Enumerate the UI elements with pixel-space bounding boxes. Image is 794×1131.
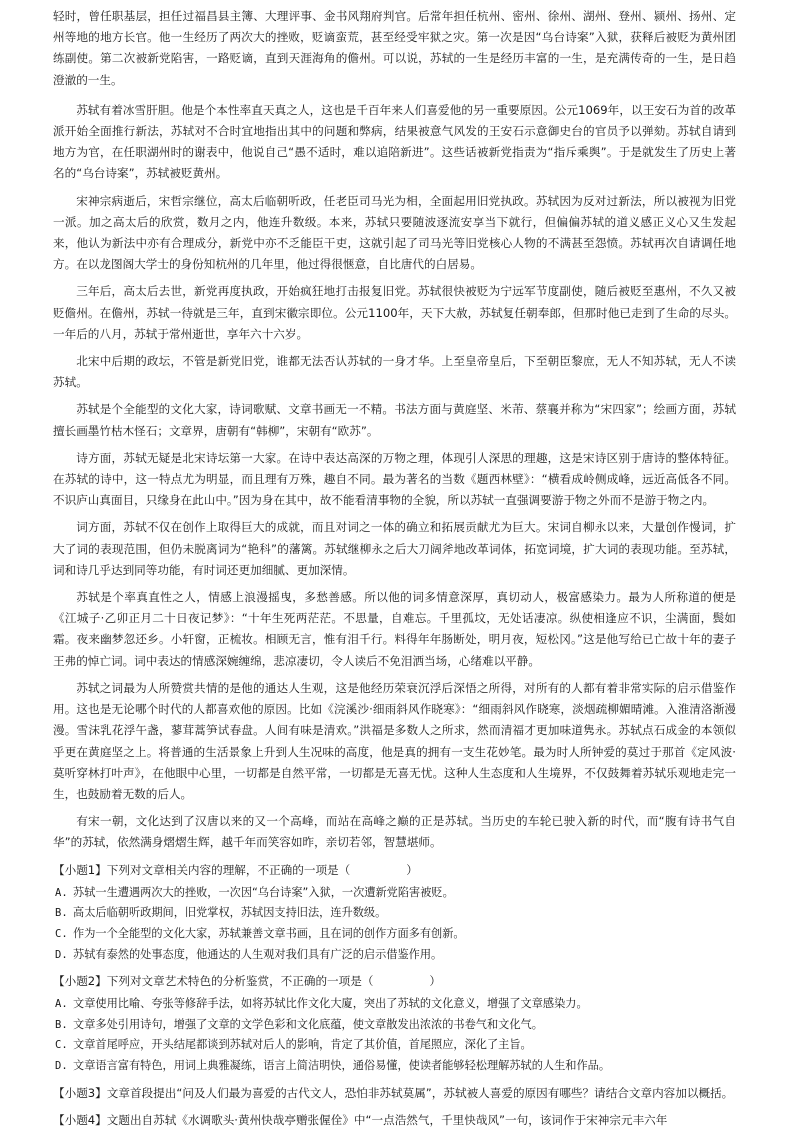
option-a[interactable]: A. 苏轼一生遭遇两次大的挫败，一次因“乌台诗案”入狱，一次遭新党陷害被贬。 bbox=[55, 885, 454, 899]
question-1 bbox=[53, 860, 736, 966]
passage-paragraph: 有宋一朝，文化达到了汉唐以来的又一个高峰，而站在高峰之巅的正是苏轼。当历史的车轮已驶入新的时代，而“腹有诗书气自华”的苏轼，依然满身熠熠生辉，越千年而笑容如昨，亲切若邻，智慧堪师。 bbox=[53, 814, 736, 850]
option-a[interactable]: A. 文章使用比喻、夸张等修辞手法，如将苏轼比作文化大廈，突出了苏轼的文化意义，增强了文章感染力。 bbox=[55, 997, 588, 1011]
passage bbox=[53, 6, 736, 854]
question-3-stem: 【小题3】文章首段提出“问及人们最为喜爱的古代文人，恐怕非苏轼莫属”，苏轼被人喜爱的原因有哪些？请结合文章内容加以概括。 bbox=[53, 1085, 734, 1100]
question-3 bbox=[53, 1083, 736, 1104]
question-2 bbox=[53, 971, 736, 1077]
passage-paragraph: 诗方面，苏轼无疑是北宋诗坛第一大家。在诗中表达高深的万物之理，体现引人深思的理趣，这是宋诗区别于唐诗的整体特征。在苏轼的诗中，这一特点尤为明显，而且理有万殊，趣自不同。最为著名的当数《题西林壁》：“横看成岭侧成峰，远近高低各不同。不识庐山真面目，只缘身在此山中。”因为身在其中，故不能看清事物的全貌，所以苏轼一直强调要游于物之外而不是游于物之内。 bbox=[53, 450, 736, 508]
option-c[interactable]: C. 文章首尾呼应，开头结尾都谈到苏轼对后人的影响，肯定了其价值，首尾照应，深化了主旨。 bbox=[55, 1038, 532, 1052]
option-b[interactable]: B. 文章多处引用诗句，增强了文章的文学色彩和文化底蕴，使文章散发出浓浓的书卷气和文化气。 bbox=[55, 1017, 543, 1031]
question-2-stem: 【小题2】下列对文章艺术特色的分析鉴赏，不正确的一项是（ ） bbox=[53, 974, 442, 989]
passage-paragraph: 苏轼是个全能型的文化大家，诗词歌赋、文章书画无一不精。书法方面与黄庭坚、米芾、蔡襄并称为“宋四家”；绘画方面，苏轼擅长画墨竹枯木怪石；文章界，唐朝有“韩柳”，宋朝有“欧苏”。 bbox=[53, 402, 736, 438]
question-4-stem: 【小题4】文题出自苏轼《水调歌头·黄州快哉亭赠张偓佺》中“一点浩然气，千里快哉风”一句，该词作于宋神宗元丰六年 bbox=[53, 1112, 668, 1127]
passage-paragraph: 北宋中后期的政坛，不管是新党旧党，谁都无法否认苏轼的一身才华。上至皇帝皇后，下至朝臣黎庶，无人不知苏轼，无人不读苏轼。 bbox=[53, 354, 736, 390]
passage-paragraph: 轻时，曾任职基层，担任过福昌县主簿、大理评事、金书风翔府判官。后常年担任杭州、密州、徐州、湖州、登州、颍州、扬州、定州等地的地方长官。他一生经历了两次大的挫败，贬谪蛮荒，甚至经受牢狱之灾。第一次是因“乌台诗案”入狱，获释后被贬为黄州团练副使。第二次被新党陷害，一路贬谪，直到天涯海角的儋州。可以说，苏轼的一生是经历丰富的一生，是充满传奇的一生，是日趋澄澈的一生。 bbox=[53, 9, 736, 87]
passage-paragraph: 苏轼之词最为人所赞赏共情的是他的通达人生观，这是他经历荣衰沉浮后深悟之所得，对所有的人都有着非常实际的启示借鉴作用。这也是无论哪个时代的人都喜欢他的原因。比如《浣溪沙·细雨斜风作晓寒》：“细雨斜风作晓寒，淡烟疏柳媚晴滩。入淮清洛渐漫漫。雪沫乳花浮午盏，蓼茸蒿笋试春盘。人间有味是清欢。”洪福是多数人之所求，然而清福才更加味道隽永。苏轼点石成金的本领似乎更在黄庭坚之上。将普通的生活景象上升到人生况味的高度，他是真的拥有一支生花妙笔。最为时人所钟爱的莫过于那首《定风波·莫听穿林打叶声》，在他眼中心里，一切都是自然平常，一切都是无喜无忧。这种人生态度和人生境界，不仅鼓舞着苏轼乐观地走完一生，也鼓励着无数的后人。 bbox=[53, 680, 736, 801]
option-c[interactable]: C. 作为一个全能型的文化大家，苏轼兼善文章书画，且在词的创作方面多有创新。 bbox=[55, 926, 465, 940]
option-d[interactable]: D. 苏轼有泰然的处事态度，他通达的人生观对我们具有广泛的启示借鉴作用。 bbox=[55, 947, 443, 961]
question-4 bbox=[53, 1110, 736, 1131]
passage-paragraph: 苏轼是个率真直性之人，情感上浪漫摇曳，多愁善感。所以他的词多情意深厚，真切动人，极富感染力。最为人所称道的便是《江城子·乙卯正月二十日夜记梦》：“十年生死两茫茫。不思量，自难忘。千里孤坟，无处话凄凉。纵使相逢应不识，尘满面，鬓如霜。夜来幽梦忽还乡。小轩窗，正梳妆。相顾无言，惟有泪千行。料得年年肠断处，明月夜，短松冈。”这是他写给已亡故十年的妻子王弗的悼亡词。词中表达的情感深婉缠绵，悲凉凄切，令人读后不免泪洒当场，心绪难以平静。 bbox=[53, 590, 736, 668]
option-d[interactable]: D. 文章语言富有特色，用词上典雅凝练，语言上简洁明快，通俗易懂，使读者能够轻松理解苏轼的人生和作品。 bbox=[55, 1059, 611, 1073]
passage-paragraph: 宋神宗病逝后，宋哲宗继位，高太后临朝听政，任老臣司马光为相，全面起用旧党执政。苏轼因为反对过新法，所以被视为旧党一派。加之高太后的欣赏，数月之内，他连升数级。本来，苏轼只要随波逐流安享当下就行，但偏偏苏轼的道义感正义心又生发起来，他认为新法中亦有合理成分，新党中亦不乏能臣干吏，这就引起了司马光等旧党核心人物的不满甚至怨愤。苏轼再次自请调任地方。在以龙图阁大学士的身份知杭州的几年里，他过得很惬意，自比唐代的白居易。 bbox=[53, 193, 736, 272]
option-b[interactable]: B. 高太后临朝听政期间，旧党掌权，苏轼因支持旧法，连升数级。 bbox=[55, 906, 387, 920]
passage-paragraph: 苏轼有着冰雪肝胆。他是个本性率直天真之人，这也是千百年来人们喜爱他的另一重要原因。公元1069年，以王安石为首的改革派开始全面推行新法，苏轼对不合时宜地指出其中的问题和弊病，结果被意气风发的王安石示意御史台的官员予以弹劾。苏轼自请到地方为官，在任职湖州时的谢表中，他说自己“愚不适时，难以追陪新进”。这些话被新党指责为“指斥乘舆”。于是就发生了历史上著名的“乌台诗案”，苏轼被贬黄州。 bbox=[53, 102, 736, 181]
passage-paragraph: 三年后，高太后去世，新党再度执政，开始疯狂地打击报复旧党。苏轼很快被贬为宁远军节度副使，随后被贬至惠州，不久又被贬儋州。在儋州，苏轼一待就是三年，直到宋徽宗即位。公元1100年，天下大赦，苏轼复任朝奉郎，但那时他已走到了生命的尽头。一年后的八月，苏轼于常州逝世，享年六十六岁。 bbox=[53, 284, 736, 341]
passage-paragraph: 词方面，苏轼不仅在创作上取得巨大的成就，而且对词之一体的确立和拓展贡献尤为巨大。宋词自柳永以来，大量创作慢词，扩大了词的表现范围，但仍未脱离词为“艳科”的藩篱。苏轼继柳永之后大刀阔斧地改革词体，拓宽词境，扩大词的表现功能。至苏轼，词和诗几乎达到同等功能，有时词还更加细腻、更加深情。 bbox=[53, 520, 736, 577]
question-1-stem: 【小题1】下列对文章相关内容的理解，不正确的一项是（ ） bbox=[53, 862, 418, 877]
